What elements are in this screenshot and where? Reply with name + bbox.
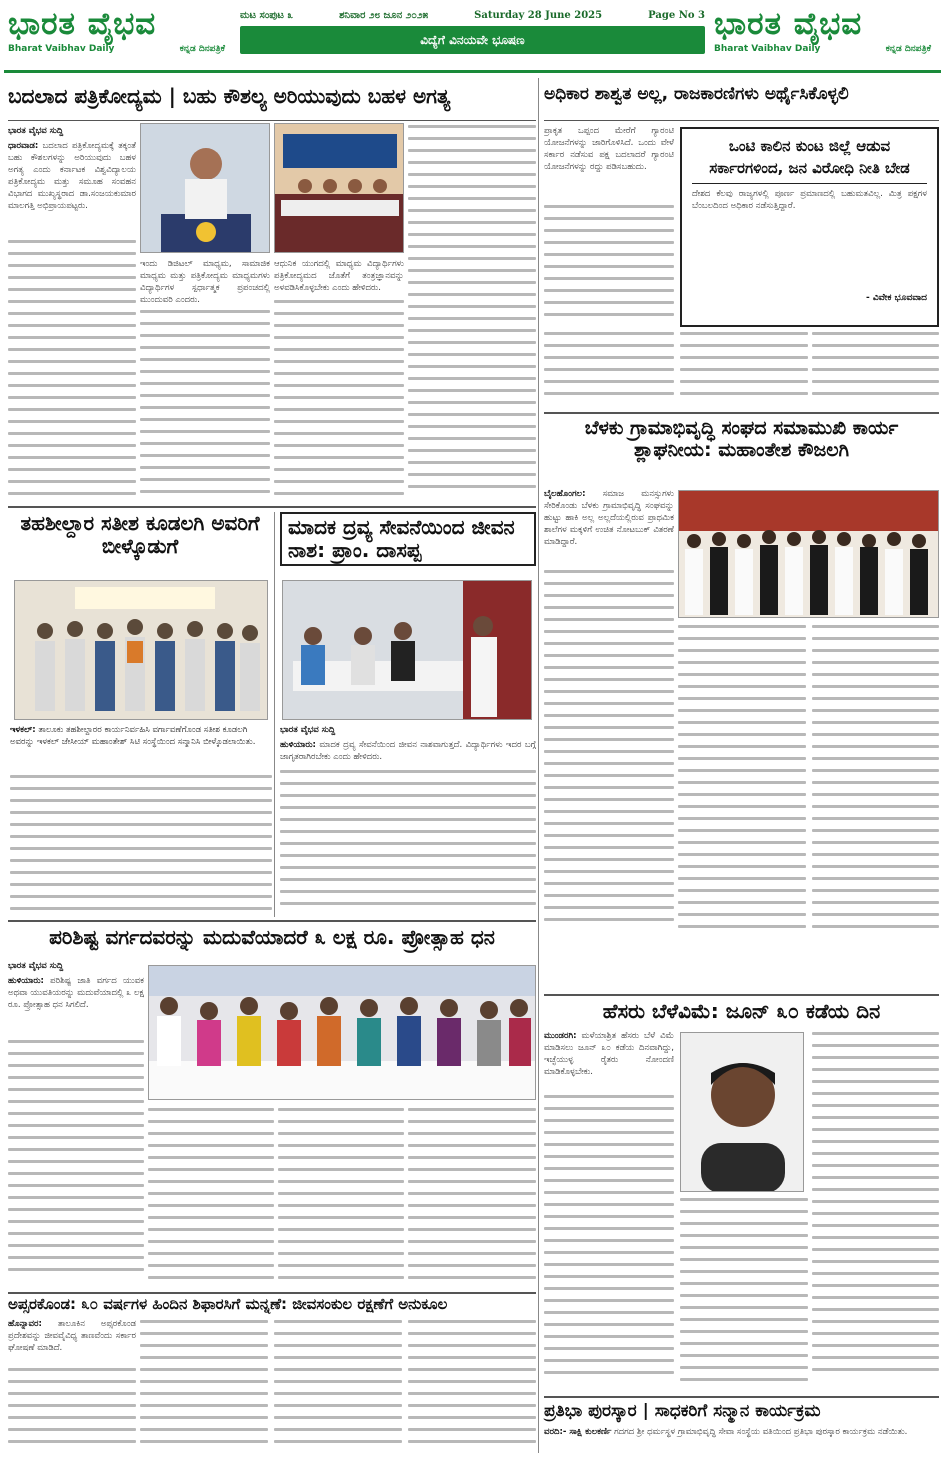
masthead-title-right: ಭಾರತ ವೈಭವ (714, 6, 863, 42)
filler-text-a2-3 (812, 332, 939, 410)
headline-a3: ಬೆಳಕು ಗ್ರಾಮಾಭಿವೃದ್ಧಿ ಸಂಘದ ಸಮಾಮುಖಿ ಕಾರ್ಯ ಶ್ಲಾಘನೀಯ: ಮಹಾಂತೇಶ ಕೌಜಲಗಿ (584, 417, 899, 461)
date-label: Saturday 28 June 2025 (474, 9, 603, 21)
section-divider-r1 (544, 412, 939, 414)
filler-text-a6-4 (408, 1108, 536, 1290)
text-a1-col3: ಆಧುನಿಕ ಯುಗದಲ್ಲಿ ಮಾಧ್ಯಮ ವಿದ್ಯಾರ್ಥಿಗಳು ಪತ್ರಿಕೋದ್ಯಮದ ಜೊತೆಗೆ ತಂತ್ರಜ್ಞಾನವನ್ನು ಅಳವಡಿಸಿಕೊಳ್ಳಬೇಕು ಎಂದು ಹೇಳಿದರು. (274, 259, 404, 293)
lead-a2: ಪ್ರಾಕೃತ ಒಪ್ಪಂದ ಮೇರೆಗೆ ಗ್ಯಾರಂಟಿ ಯೋಜನೆಗಳನ್ನು ಜಾರಿಗೊಳಿಸಿದೆ. ಒಂದು ವೇಳೆ ಸರ್ಕಾರ ನಡೆಸುವ ಪಕ್ಷ ಬದಲಾದರೆ ಗ್ಯಾರಂಟಿ ಯೋಜನೆಗಳನ್ನು ರದ್ದು ಪಡಿಸಬಹುದು. (544, 126, 674, 172)
issue-label: ಶನಿವಾರ ೨೮ ಜೂನ ೨೦೨೫ (339, 9, 429, 21)
filler-text-a4 (10, 775, 272, 915)
filler-text-a1-1 (8, 240, 136, 505)
dateline-a1: ಧಾರವಾಡ: (8, 141, 39, 151)
masthead-subtitle-en: Bharat Vaibhav Daily (8, 44, 115, 54)
byline-a1: ಭಾರತ ವೈಭವ ಸುದ್ದಿ (8, 126, 64, 136)
speaker-illustration (141, 124, 270, 253)
masthead-rule (4, 70, 941, 73)
masthead-subtitle-right (714, 44, 939, 54)
byline-a6: ಭಾರತ ವೈಭವ ಸುದ್ದಿ (8, 961, 64, 971)
dateline-a8: ವರದಿ:- ಸಾಕ್ಷಿ ಕುಲಕರ್ಣಿ (544, 1427, 612, 1437)
lead-a5: ಮಾದಕ ದ್ರವ್ಯ ಸೇವನೆಯಿಂದ ಜೀವನ ನಾಶವಾಗುತ್ತದೆ. ವಿದ್ಯಾರ್ಥಿಗಳು ಇದರ ಬಗ್ಗೆ ಜಾಗೃತರಾಗಿರಬೇಕು ಎಂದು ಹೇಳಿದರು. (280, 740, 536, 762)
filler-text-a6-3 (278, 1108, 404, 1290)
text-a1-col2: ಇಂದು ಡಿಜಿಟಲ್ ಮಾಧ್ಯಮ, ಸಾಮಾಜಿಕ ಮಾಧ್ಯಮ ಮತ್ತು ಪತ್ರಿಕೋದ್ಯಮ ಮಾಧ್ಯಮಗಳು ವಿದ್ಯಾರ್ಥಿಗಳ ಸ್ಪರ್ಧಾತ್ಮಕ ಪ್ರಪಂಚದಲ್ಲಿ ಮುಂದುವರಿ ಎಂದರು. (140, 259, 270, 305)
filler-text-a1-4 (408, 125, 536, 503)
filler-text-a9-1 (8, 1368, 136, 1458)
farewell-group-illustration (15, 581, 268, 720)
byline-a5: ಭಾರತ ವೈಭವ ಸುದ್ದಿ (280, 725, 336, 735)
lead-a1: ಬದಲಾದ ಪತ್ರಿಕೋದ್ಯಮಕ್ಕೆ ತಕ್ಕಂತೆ ಬಹು ಕೌಶಲಗಳನ್ನು ಅರಿಯುವುದು ಬಹಳ ಅಗತ್ಯ ಎಂದು ಕರ್ನಾಟಕ ವಿಶ್ವವಿದ್ಯಾಲಯ ಪತ್ರಿಕೋದ್ಯಮ ಮತ್ತು ಸಮೂಹ ಸಂವಹನ ವಿಭಾಗದ ಮುಖ್ಯಸ್ಥರಾದ ಡಾ.ಸಂಜಯಕುಮಾರ ಮಾಲಗತ್ತಿ ಅಭಿಪ್ರಾಯಪಟ್ಟರು. (8, 141, 136, 211)
lead-a9: ತಾಲೂಕಿನ ಅಪ್ಸರಕೊಂಡ ಪ್ರದೇಶವನ್ನು ಜೀವವೈವಿಧ್ಯ ತಾಣವೆಂದು ಸರ್ಕಾರ ಘೋಷಣೆ ಮಾಡಿದೆ. (8, 1319, 136, 1353)
headline-a1: ಬದಲಾದ ಪತ್ರಿಕೋದ್ಯಮ | ಬಹು ಕೌಶಲ್ಯ ಅರಿಯುವುದು ಬಹಳ ಅಗತ್ಯ (8, 84, 451, 108)
section-divider-r3 (544, 1396, 939, 1398)
filler-text-a2-2 (680, 332, 808, 410)
section-divider-r2 (544, 994, 939, 996)
photo-a7-portrait (680, 1032, 804, 1192)
headline-a2: ಅಧಿಕಾರ ಶಾಶ್ವತ ಅಲ್ಲ, ರಾಜಕಾರಣಿಗಳು ಅರ್ಥೈಸಿಕೊಳ್ಳಲಿ (544, 84, 849, 104)
filler-text-a7-2 (812, 1032, 939, 1390)
photo-a5 (282, 580, 532, 720)
photo-a3 (678, 490, 939, 618)
meeting-illustration (283, 581, 532, 720)
filler-text-a7-1 (544, 1095, 674, 1390)
dateline-a5: ಹುಳಿಯಾರು: (280, 740, 316, 750)
filler-text-a6-2 (148, 1108, 274, 1290)
group-photo-illustration (149, 966, 536, 1100)
lead-a6: ಪರಿಶಿಷ್ಟ ಜಾತಿ ವರ್ಗದ ಯುವಕ ಅಥವಾ ಯುವತಿಯರನ್ನು ಮದುವೆಯಾದಲ್ಲಿ ೩ ಲಕ್ಷ ರೂ. ಪ್ರೋತ್ಸಾಹ ಧನ ಸಿಗಲಿದೆ. (8, 976, 144, 1010)
quote-box-a2 (680, 127, 939, 327)
column-divider (538, 78, 539, 1453)
page-number: Page No 3 (648, 9, 705, 21)
filler-text-a3-3 (812, 625, 939, 938)
headline-a4: ತಹಶೀಲ್ದಾರ ಸತೀಶ ಕೂಡಲಗಿ ಅವರಿಗೆ ಬೀಳ್ಕೊಡುಗೆ (20, 511, 260, 558)
article-a8 (544, 1426, 939, 1458)
lead-a7: ಮಳೆಯಾಶ್ರಿತ ಹೆಸರು ಬೆಳೆ ವಿಮೆ ಮಾಡಿಸಲು ಜೂನ್ ೩೦ ಕಡೆಯ ದಿನವಾಗಿದ್ದು, ಇಚ್ಛೆಯುಳ್ಳ ರೈತರು ನೋಂದಣಿ ಮಾಡಿಕೊಳ್ಳಬೇಕು. (544, 1031, 674, 1077)
filler-text-a2-1 (544, 205, 674, 325)
divider-a4-a5 (274, 512, 275, 917)
headline-a9: ಅಪ್ಸರಕೊಂಡ: ೩೦ ವರ್ಷಗಳ ಹಿಂದಿನ ಶಿಫಾರಸಿಗೆ ಮನ್ನಣೆ: ಜೀವಸಂಕುಲ ರಕ್ಷಣೆಗೆ ಅನುಕೂಲ (8, 1295, 448, 1313)
divider-a1 (8, 120, 536, 121)
filler-text-a9-2 (140, 1320, 268, 1458)
quote-a2: ಒಂಟಿ ಕಾಲಿನ ಕುಂಟ ಜಿಲ್ಲೆ ಆಡುವ ಸರ್ಕಾರಗಳಿಂದ, ಜನ ವಿರೋಧಿ ನೀತಿ ಬೇಡ (709, 137, 910, 177)
group-event-illustration (679, 491, 939, 618)
masthead-meta (240, 4, 705, 26)
filler-text-a9-4 (408, 1320, 536, 1458)
photo-a6 (148, 965, 536, 1100)
masthead-subtitle (8, 44, 233, 54)
volume-label: ಮಟ ಸಂಪುಟ ೩ (240, 9, 294, 21)
divider-a2 (544, 120, 939, 121)
section-divider-3 (8, 1292, 536, 1294)
quote-author-a2: - ವಿವೇಕ ಭೂವವಾದ (865, 293, 927, 303)
quote-divider (692, 183, 927, 184)
masthead-logo-left (8, 4, 233, 66)
masthead-subtitle-en-right: Bharat Vaibhav Daily (714, 44, 821, 54)
dateline-a7: ಮುಂಡರಗಿ: (544, 1031, 577, 1041)
photo-a1-speaker (140, 123, 270, 253)
dateline-a9: ಹೊನ್ನಾವರ: (8, 1319, 42, 1329)
filler-text-a7-3 (680, 1198, 808, 1390)
dateline-a3: ಬೈಲಹೊಂಗಲ: (544, 489, 586, 499)
masthead-logo-right (714, 4, 939, 66)
filler-text-a2-4 (544, 332, 674, 410)
motto-bar: ವಿದ್ಯೆಗೆ ವಿನಯವೇ ಭೂಷಣ (240, 26, 705, 54)
filler-text-a6-1 (8, 1040, 144, 1290)
masthead-subtitle-kn-right: ಕನ್ನಡ ದಿನಪತ್ರಿಕೆ (885, 44, 931, 54)
masthead-subtitle-kn: ಕನ್ನಡ ದಿನಪತ್ರಿಕೆ (179, 44, 225, 54)
headline-a7: ಹೆಸರು ಬೆಳೆವಿಮೆ: ಜೂನ್ ೩೦ ಕಡೆಯ ದಿನ (602, 999, 881, 1023)
filler-text-a1-3 (274, 300, 404, 503)
stage-illustration (275, 124, 404, 253)
headline-a6: ಪರಿಶಿಷ್ಟ ವರ್ಗದವರನ್ನು ಮದುವೆಯಾದರೆ ೩ ಲಕ್ಷ ರೂ. ಪ್ರೋತ್ಸಾಹ ಧನ (49, 925, 495, 949)
headline-a5: ಮಾದಕ ದ್ರವ್ಯ ಸೇವನೆಯಿಂದ ಜೀವನ ನಾಶ: ಪ್ರಾಂ. ದಾಸಪ್ಪ (280, 512, 536, 566)
filler-text-a1-2 (140, 310, 270, 503)
section-divider-2 (8, 920, 536, 922)
quote-body-a2: ದೇಶದ ಕೆಲವು ರಾಜ್ಯಗಳಲ್ಲಿ ಪೂರ್ಣ ಪ್ರಮಾಣದಲ್ಲಿ ಬಹುಮತವಿಲ್ಲ. ಮಿತ್ರ ಪಕ್ಷಗಳ ಬೆಂಬಲದಿಂದ ಅಧಿಕಾರ ನಡೆಸುತ್ತಿದ್ದಾರೆ. (692, 189, 927, 211)
filler-text-a3-1 (544, 570, 674, 938)
photo-a1-stage (274, 123, 404, 253)
filler-text-a5 (280, 770, 536, 915)
masthead-title: ಭಾರತ ವೈಭವ (8, 6, 157, 42)
caption-text-a4: ತಾಲೂಕು ತಹಶೀಲ್ದಾರರ ಕಾರ್ಯನಿರ್ವಹಿಸಿ ವರ್ಗಾವಣೆಗೊಂಡ ಸತೀಶ ಕೂಡಲಗಿ ಅವರನ್ನು ಇಳಕಲ್ ಜೇಸೀಯ್ ಮಹಾಂತೇಶ್ ಸಿಟಿ ಸಂಸ್ಥೆಯಿಂದ ಸನ್ಮಾನಿಸಿ ಬೀಳ್ಕೊಡಲಾಯಿತು. (10, 725, 256, 747)
section-divider-1 (8, 506, 536, 508)
portrait-illustration (681, 1033, 804, 1192)
lead-a8: ಗದಗದ ಶ್ರೀ ಧರ್ಮಸ್ಥಳ ಗ್ರಾಮಾಭಿವೃದ್ಧಿ ಸೇವಾ ಸಂಸ್ಥೆಯ ವತಿಯಿಂದ ಪ್ರತಿಭಾ ಪುರಸ್ಕಾರ ಕಾರ್ಯಕ್ರಮ ನಡೆಯಿತು. (614, 1427, 908, 1437)
caption-label-a4: ಇಳಕಲ್: (10, 725, 36, 735)
lead-a3: ಸಮಾಜ ಮನಸ್ಸುಗಳು ಸೇರಿಕೊಂಡು ಬೆಳಕು ಗ್ರಾಮಾಭಿವೃದ್ಧಿ ಸಂಘವನ್ನು ಹುಟ್ಟು ಹಾಕಿ ಅಲ್ಲ ಅಲ್ಲದೆಯಲ್ಲಿರುವ ಪ್ರಾಥಮಿಕ ಶಾಲೆಗಳ ಮಕ್ಕಳಿಗೆ ಉಚಿತ ನೋಟಬುಕ್ ವಿತರಣೆ ಮಾಡಿದ್ದಾರೆ. (544, 489, 674, 547)
filler-text-a9-3 (274, 1320, 402, 1458)
photo-a4 (14, 580, 268, 720)
dateline-a6: ಹುಳಿಯಾರು: (8, 976, 44, 986)
masthead-center (240, 4, 705, 62)
headline-a8: ಪ್ರತಿಭಾ ಪುರಸ್ಕಾರ | ಸಾಧಕರಿಗೆ ಸನ್ಮಾನ ಕಾರ್ಯಕ್ರಮ (544, 1401, 821, 1421)
filler-text-a3-2 (678, 625, 806, 938)
